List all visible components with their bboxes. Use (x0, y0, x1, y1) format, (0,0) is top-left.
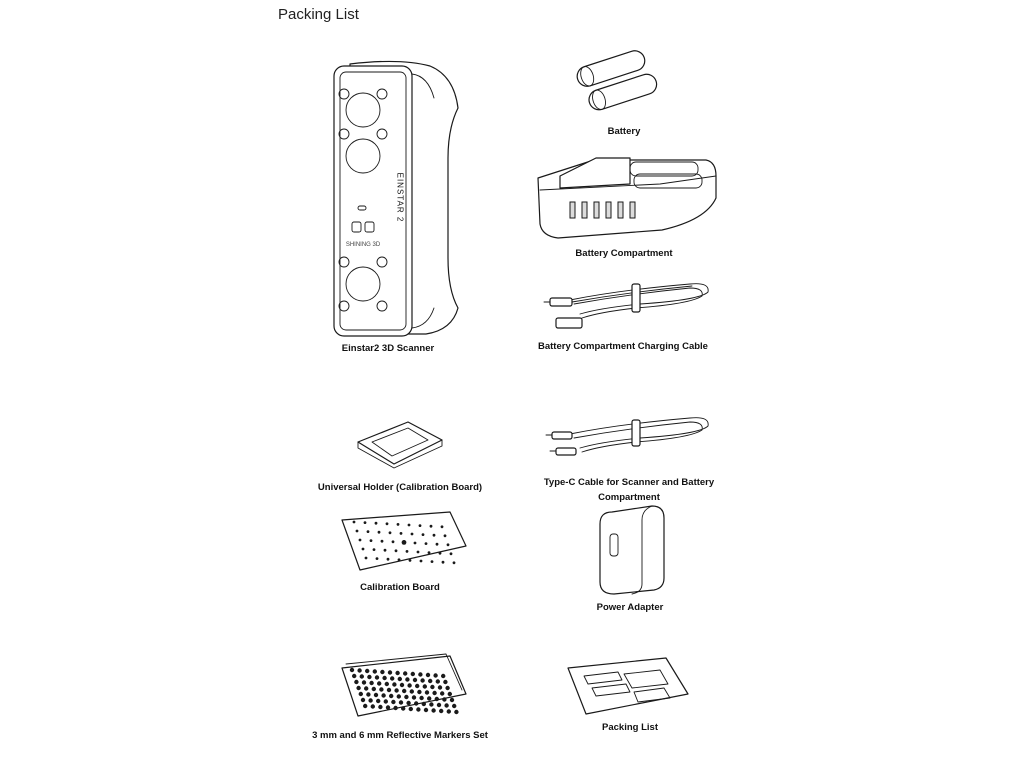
caption-packing-list: Packing List (602, 722, 658, 733)
power-adapter-illustration (592, 504, 672, 596)
page-title: Packing List (278, 6, 359, 23)
universal-holder-illustration (350, 418, 450, 468)
caption-typec-cable-line1: Type-C Cable for Scanner and Battery (543, 477, 715, 488)
typec-cable-illustration (540, 410, 720, 466)
scanner-brand-vertical: EINSTAR 2 (395, 172, 405, 223)
calibration-board-illustration (338, 508, 470, 576)
caption-battery: Battery (607, 126, 641, 137)
scanner-brand-small: SHINING 3D (345, 242, 381, 248)
caption-typec-cable-line2: Compartment (598, 492, 660, 503)
battery-illustration (566, 40, 676, 120)
caption-universal-holder: Universal Holder (Calibration Board) (317, 482, 483, 493)
caption-markers: 3 mm and 6 mm Reflective Markers Set (312, 730, 488, 741)
caption-compartment-cable: Battery Compartment Charging Cable (538, 341, 708, 352)
caption-power-adapter: Power Adapter (596, 602, 664, 613)
markers-illustration (338, 652, 470, 720)
packing-list-illustration (564, 654, 694, 718)
battery-compartment-illustration (530, 150, 720, 245)
caption-battery-compartment: Battery Compartment (575, 248, 673, 259)
caption-calibration-board: Calibration Board (360, 582, 440, 593)
compartment-cable-illustration (540, 270, 720, 336)
caption-scanner: Einstar2 3D Scanner (341, 343, 435, 354)
